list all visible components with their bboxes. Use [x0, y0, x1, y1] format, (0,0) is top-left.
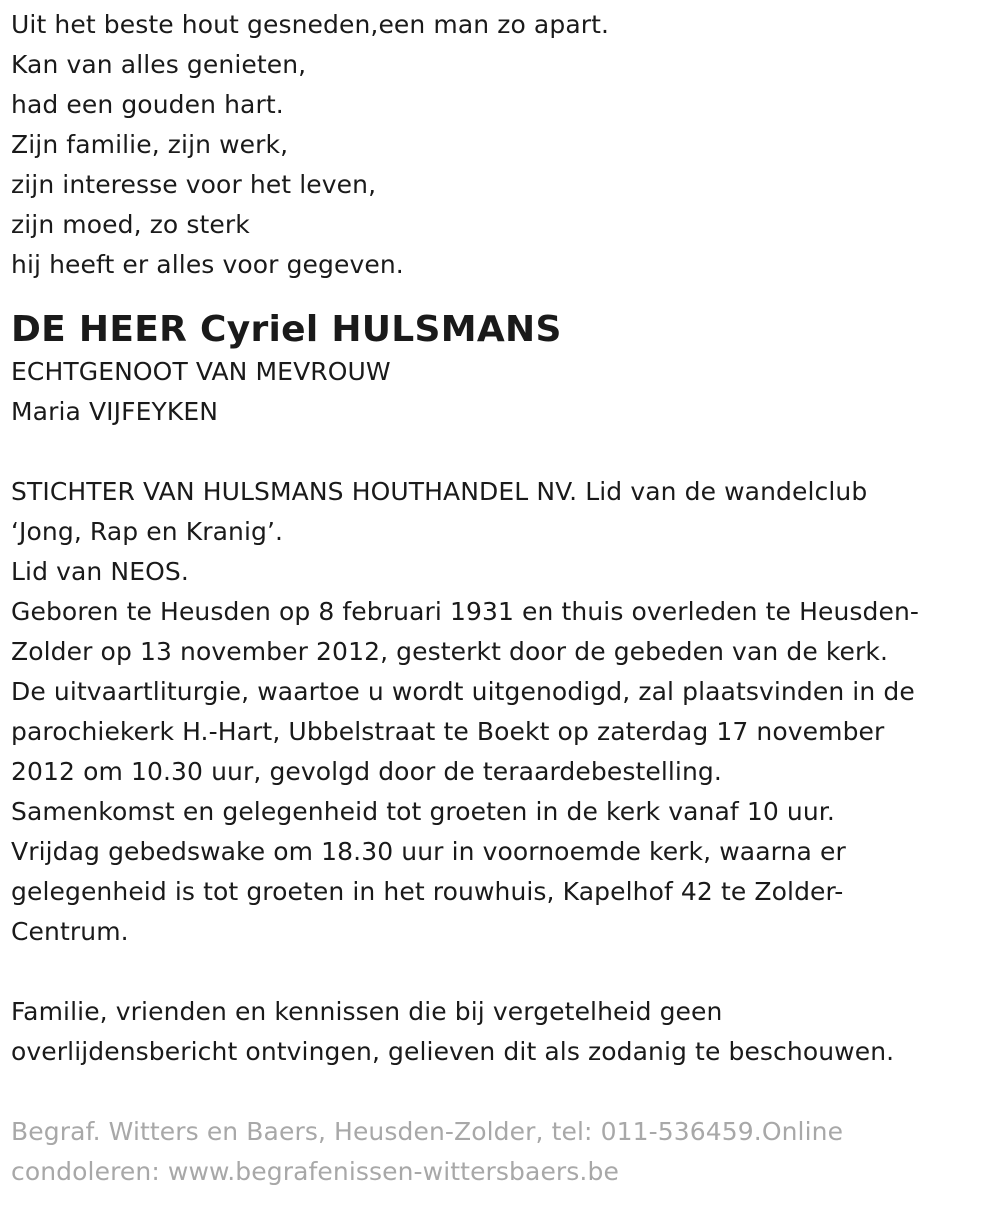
body-line: De uitvaartliturgie, waartoe u wordt uitgenodigd, zal plaatsvinden in de [11, 677, 915, 706]
body-line: ‘Jong, Rap en Kranig’. [11, 517, 284, 546]
deceased-name: DE HEER Cyriel HULSMANS [11, 309, 562, 350]
spacer [11, 952, 991, 992]
body-line: parochiekerk H.-Hart, Ubbelstraat te Boekt op zaterdag 17 november [11, 717, 885, 746]
spouse-name: Maria VIJFEYKEN [11, 397, 219, 426]
funeral-home-footer [11, 1112, 991, 1192]
poem-line: Uit het beste hout gesneden,een man zo apart. [11, 10, 610, 39]
poem [11, 5, 991, 285]
body-line: Vrijdag gebedswake om 18.30 uur in voornoemde kerk, waarna er [11, 837, 846, 866]
spouse-title: ECHTGENOOT VAN MEVROUW [11, 357, 391, 386]
body-line: Geboren te Heusden op 8 februari 1931 en thuis overleden te Heusden- [11, 597, 920, 626]
poem-line: had een gouden hart. [11, 90, 284, 119]
obituary-notice [11, 5, 991, 1192]
poem-line: hij heeft er alles voor gegeven. [11, 250, 404, 279]
body-line: Lid van NEOS. [11, 557, 189, 586]
body-line: Centrum. [11, 917, 129, 946]
obituary-body [11, 472, 991, 952]
poem-line: zijn moed, zo sterk [11, 210, 250, 239]
spacer [11, 1072, 991, 1112]
poem-line: zijn interesse voor het leven, [11, 170, 377, 199]
poem-line: Kan van alles genieten, [11, 50, 307, 79]
body-line: Zolder op 13 november 2012, gesterkt door de gebeden van de kerk. [11, 637, 889, 666]
family-notice [11, 992, 991, 1072]
poem-line: Zijn familie, zijn werk, [11, 130, 289, 159]
footer-line: condoleren: www.begrafenissen-wittersbaers.be [11, 1157, 619, 1186]
footer-line: Begraf. Witters en Baers, Heusden-Zolder, tel: 011-536459.Online [11, 1117, 844, 1146]
notice-line: overlijdensbericht ontvingen, gelieven dit als zodanig te beschouwen. [11, 1037, 895, 1066]
body-line: Samenkomst en gelegenheid tot groeten in de kerk vanaf 10 uur. [11, 797, 835, 826]
body-line: 2012 om 10.30 uur, gevolgd door de teraardebestelling. [11, 757, 722, 786]
body-line: gelegenheid is tot groeten in het rouwhuis, Kapelhof 42 te Zolder- [11, 877, 844, 906]
body-line: STICHTER VAN HULSMANS HOUTHANDEL NV. Lid van de wandelclub [11, 477, 868, 506]
notice-line: Familie, vrienden en kennissen die bij vergetelheid geen [11, 997, 723, 1026]
spacer [11, 432, 991, 472]
